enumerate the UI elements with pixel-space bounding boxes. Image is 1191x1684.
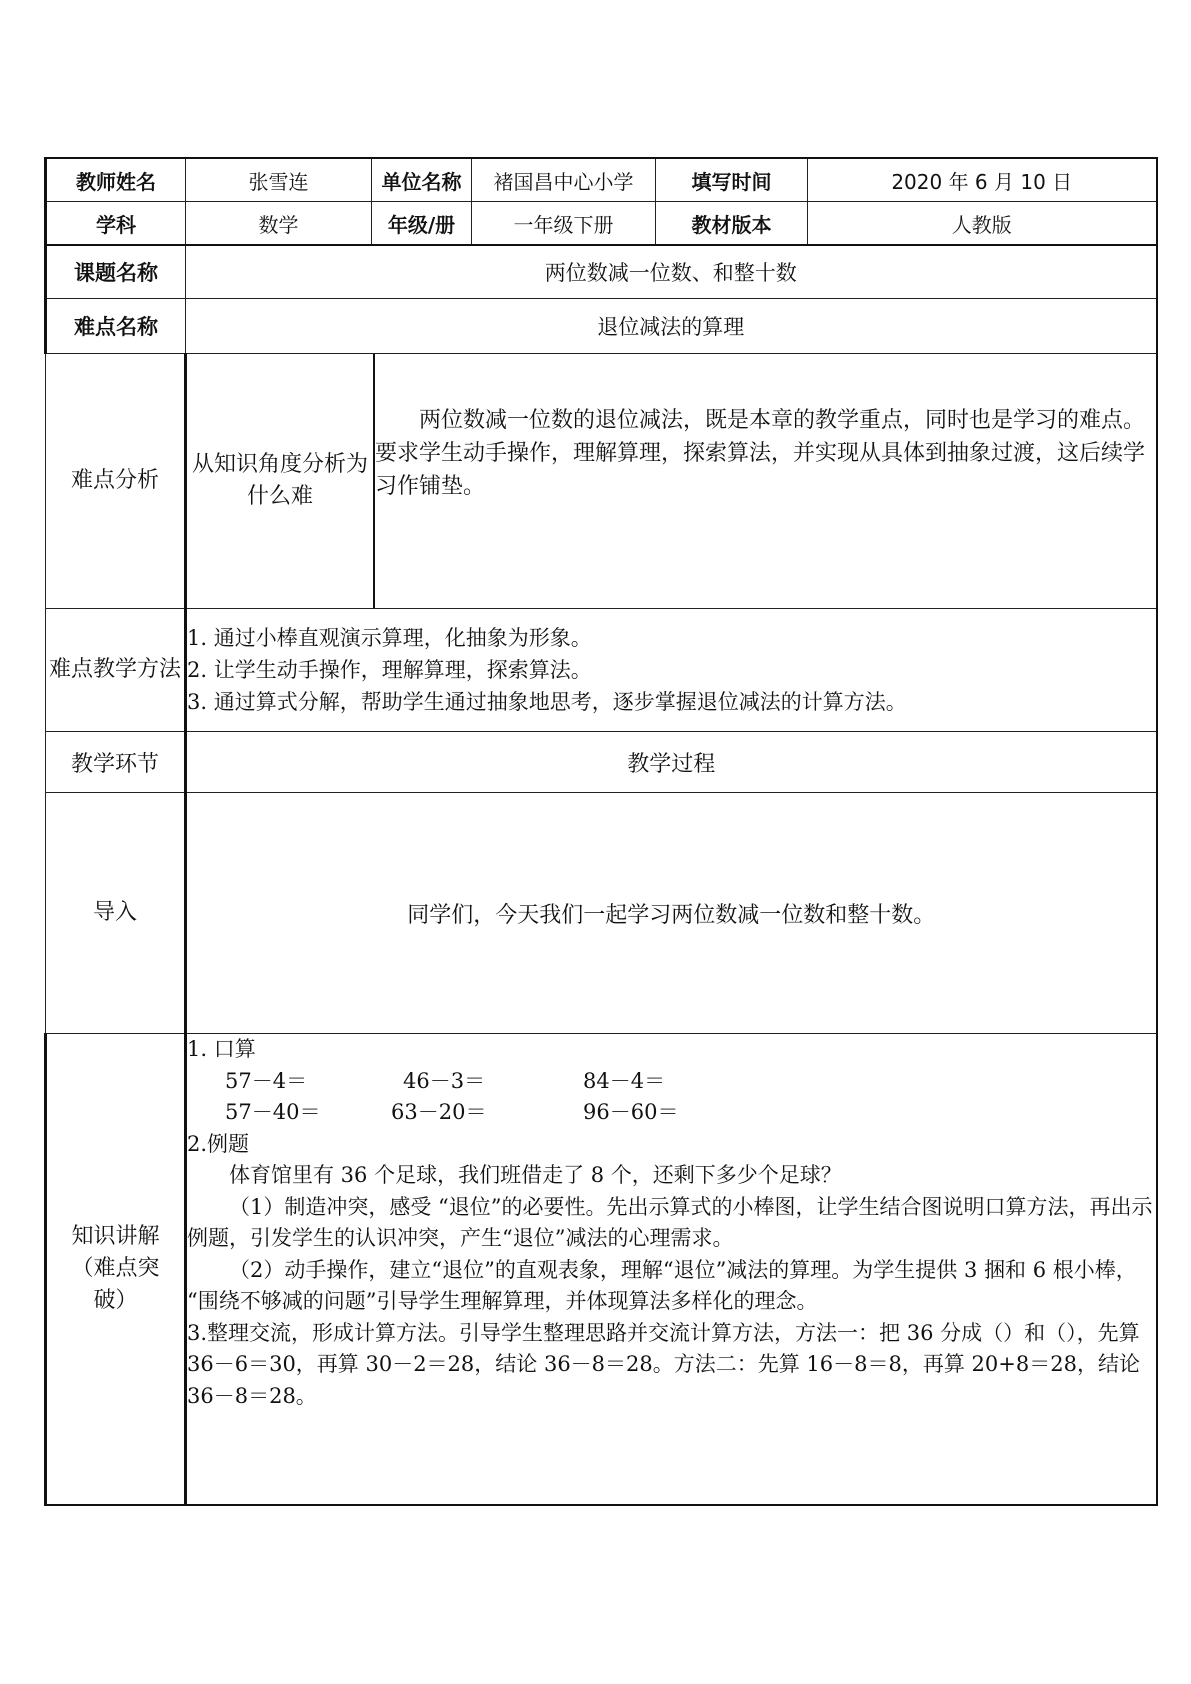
method-item: 1. 通过小棒直观演示算理，化抽象为形象。	[187, 626, 592, 650]
knowledge-body	[186, 1034, 1157, 1506]
grade-value: 一年级下册	[472, 202, 656, 246]
fill-date-value: 2020 年 6 月 10 日	[808, 158, 1157, 202]
analysis-inner-table	[187, 354, 1156, 608]
calc-item: 96－60＝	[583, 1100, 679, 1124]
lesson-plan-table	[44, 157, 1158, 1506]
unit-name-value: 褚国昌中心小学	[472, 158, 656, 202]
edition-value: 人教版	[808, 202, 1157, 246]
teacher-name-label: 教师姓名	[46, 158, 186, 202]
topic-value: 两位数减一位数、和整十数	[186, 245, 1157, 299]
analysis-sub-label: 从知识角度分析为什么难	[187, 354, 374, 608]
stage-value: 教学过程	[186, 732, 1157, 793]
calc-item: 57－4＝	[225, 1068, 308, 1093]
example-problem: 体育馆里有 36 个足球，我们班借走了 8 个，还剩下多少个足球？	[229, 1163, 842, 1187]
unit-name-label: 单位名称	[372, 158, 472, 202]
method-list	[186, 609, 1157, 732]
calc-item: 46－3＝	[403, 1068, 486, 1093]
intro-label: 导入	[46, 793, 186, 1034]
subject-label: 学科	[46, 202, 186, 246]
analysis-text	[374, 354, 1156, 608]
fill-date-label: 填写时间	[656, 158, 808, 202]
method-item: 3. 通过算式分解，帮助学生通过抽象地思考，逐步掌握退位减法的计算方法。	[187, 690, 907, 714]
calc-item: 57－40＝	[225, 1100, 321, 1124]
teacher-name-value: 张雪连	[186, 158, 372, 202]
edition-label: 教材版本	[656, 202, 808, 246]
analysis-paragraph: 两位数减一位数的退位减法，既是本章的教学重点，同时也是学习的难点。要求学生动手操作，理解算理，探索算法，并实现从具体到抽象过渡，这后续学习作铺垫。	[375, 408, 1146, 499]
calc-item: 63－20＝	[391, 1100, 487, 1124]
difficulty-value: 退位减法的算理	[186, 299, 1157, 354]
topic-label: 课题名称	[46, 245, 186, 299]
grade-label: 年级/册	[372, 202, 472, 246]
step-1: （1）制造冲突，感受 “退位”的必要性。先出示算式的小棒图，让学生结合图说明口算方法，再出示例题，引发学生的认识冲突，产生“退位”减法的心理需求。	[187, 1194, 1153, 1250]
method-label: 难点教学方法	[46, 609, 186, 732]
section1-title: 1. 口算	[187, 1037, 256, 1061]
calc-row-1	[187, 1066, 1156, 1098]
section2-title: 2.例题	[187, 1131, 250, 1156]
method-item: 2. 让学生动手操作，理解算理，探索算法。	[187, 658, 592, 682]
analysis-cell	[186, 354, 1157, 609]
knowledge-label: 知识讲解（难点突破）	[46, 1034, 186, 1506]
stage-label: 教学环节	[46, 732, 186, 793]
section3: 3.整理交流，形成计算方法。引导学生整理思路并交流计算方法，方法一：把 36 分成（）和（），先算 36－6＝30，再算 30－2＝28，结论 36－8＝28。方法二：先算 16－8＝8，再算 20+8＝28，结论 36－8＝28。	[187, 1320, 1140, 1408]
step-2: （2）动手操作，建立“退位”的直观表象，理解“退位”减法的算理。为学生提供 3 捆和 6 根小棒， “围绕不够减的问题”引导学生理解算理，并体现算法多样化的理念。	[187, 1257, 1137, 1313]
difficulty-label: 难点名称	[46, 299, 186, 354]
calc-item: 84－4＝	[583, 1068, 666, 1093]
calc-row-2	[187, 1097, 1156, 1129]
analysis-label: 难点分析	[46, 354, 186, 609]
intro-text: 同学们，今天我们一起学习两位数减一位数和整十数。	[186, 793, 1157, 1034]
subject-value: 数学	[186, 202, 372, 246]
